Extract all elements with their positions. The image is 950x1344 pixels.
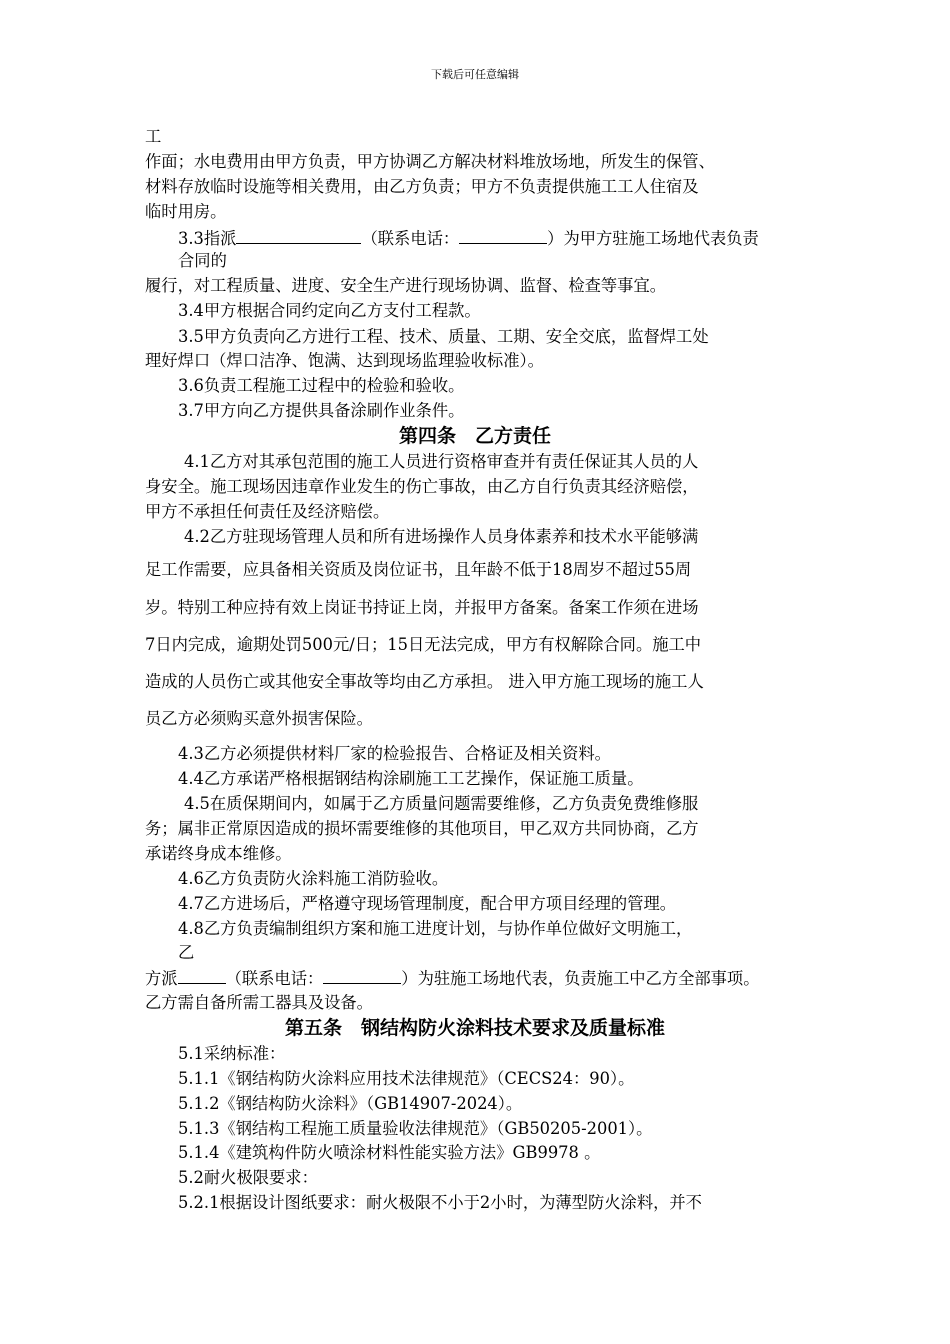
text-line: 合同的 [178, 251, 227, 270]
fill-blank [236, 227, 361, 244]
text-line: 5.1.4《建筑构件防火喷涂材料性能实验方法》GB9978 。 [178, 1143, 601, 1162]
text-line: 5.2耐火极限要求： [178, 1168, 318, 1187]
contact-phone-label: （联系电话： [361, 229, 460, 248]
text-line: 临时用房。 [145, 202, 227, 221]
text-line: 4.3乙方必须提供材料厂家的检验报告、合格证及相关资料。 [178, 744, 611, 763]
text-line: 7日内完成，逾期处罚500元/日；15日无法完成，甲方有权解除合同。施工中 [145, 635, 702, 654]
fill-blank [178, 967, 226, 984]
clause-3-3-end: ）为甲方驻施工场地代表负责 [547, 229, 759, 248]
fill-blank [459, 227, 547, 244]
text-line: 5.1采纳标准： [178, 1044, 286, 1063]
text-line: 4.2乙方驻现场管理人员和所有进场操作人员身体素养和技术水平能够满 [184, 527, 699, 546]
text-line: 工 [145, 127, 162, 146]
section-heading-5: 第五条 钢结构防火涂料技术要求及质量标准 [284, 1017, 665, 1039]
text-line: 乙方需自备所需工器具及设备。 [145, 993, 373, 1012]
text-line: 甲方不承担任何责任及经济赔偿。 [145, 502, 390, 521]
text-line: 3.4甲方根据合同约定向乙方支付工程款。 [178, 301, 481, 320]
text-line: 造成的人员伤亡或其他安全事故等均由乙方承担。 进入甲方施工现场的施工人 [145, 672, 704, 691]
text-line: 理好焊口（焊口洁净、饱满、达到现场监理验收标准）。 [145, 351, 544, 370]
text-line: 4.1乙方对其承包范围的施工人员进行资格审查并有责任保证其人员的人 [184, 452, 699, 471]
section-heading-4: 第四条 乙方责任 [398, 425, 551, 447]
clause-3-3-start: 3.3指派 [178, 229, 237, 248]
text-line: 履行，对工程质量、进度、安全生产进行现场协调、监督、检查等事宜。 [145, 276, 667, 295]
text-line: 材料存放临时设施等相关费用，由乙方负责；甲方不负责提供施工工人住宿及 [145, 177, 699, 196]
text-line: 身安全。施工现场因违章作业发生的伤亡事故，由乙方自行负责其经济赔偿， [145, 477, 699, 496]
text-line: 5.1.3《钢结构工程施工质量验收法律规范》（GB50205-2001）。 [178, 1119, 653, 1138]
text-line: 员乙方必须购买意外损害保险。 [145, 709, 373, 728]
text-line: 4.4乙方承诺严格根据钢结构涂刷施工工艺操作，保证施工质量。 [178, 769, 644, 788]
text-line: 务；属非正常原因造成的损坏需要维修的其他项目，甲乙双方共同协商，乙方 [145, 819, 699, 838]
text-line: 承诺终身成本维修。 [145, 844, 292, 863]
text-line: 作面；水电费用由甲方负责，甲方协调乙方解决材料堆放场地，所发生的保管、 [145, 152, 715, 171]
clause-4-8-rep [145, 967, 759, 990]
text-line: 5.2.1根据设计图纸要求：耐火极限不小于2小时，为薄型防火涂料，并不 [178, 1193, 702, 1212]
fill-blank [323, 967, 401, 984]
clause-3-3 [178, 227, 759, 250]
text-line: 乙 [178, 943, 195, 962]
text-line: 足工作需要，应具备相关资质及岗位证书，且年龄不低于18周岁不超过55周 [145, 560, 692, 579]
text-line: 3.5甲方负责向乙方进行工程、技术、质量、工期、安全交底，监督焊工处 [178, 327, 709, 346]
text-line: 4.5在质保期间内，如属于乙方质量问题需要维修，乙方负责免费维修服 [184, 794, 699, 813]
text-line: 4.7乙方进场后，严格遵守现场管理制度，配合甲方项目经理的管理。 [178, 894, 677, 913]
text-line: 3.6负责工程施工过程中的检验和验收。 [178, 376, 465, 395]
text-line: 岁。特别工种应持有效上岗证书持证上岗，并报甲方备案。备案工作须在进场 [145, 598, 699, 617]
clause-4-8-end: ）为驻施工场地代表，负责施工中乙方全部事项。 [401, 969, 760, 988]
text-line: 4.6乙方负责防火涂料施工消防验收。 [178, 869, 449, 888]
text-line: 5.1.1《钢结构防火涂料应用技术法律规范》（CECS24：90）。 [178, 1069, 635, 1088]
text-line: 5.1.2《钢结构防火涂料》（GB14907-2024）。 [178, 1094, 523, 1113]
text-line: 4.8乙方负责编制组织方案和施工进度计划，与协作单位做好文明施工， [178, 919, 693, 938]
text-line: 3.7甲方向乙方提供具备涂刷作业条件。 [178, 401, 465, 420]
clause-4-8-start: 方派 [145, 969, 178, 988]
contact-phone-label: （联系电话： [225, 969, 324, 988]
page-header: 下载后可任意编辑 [431, 68, 519, 81]
